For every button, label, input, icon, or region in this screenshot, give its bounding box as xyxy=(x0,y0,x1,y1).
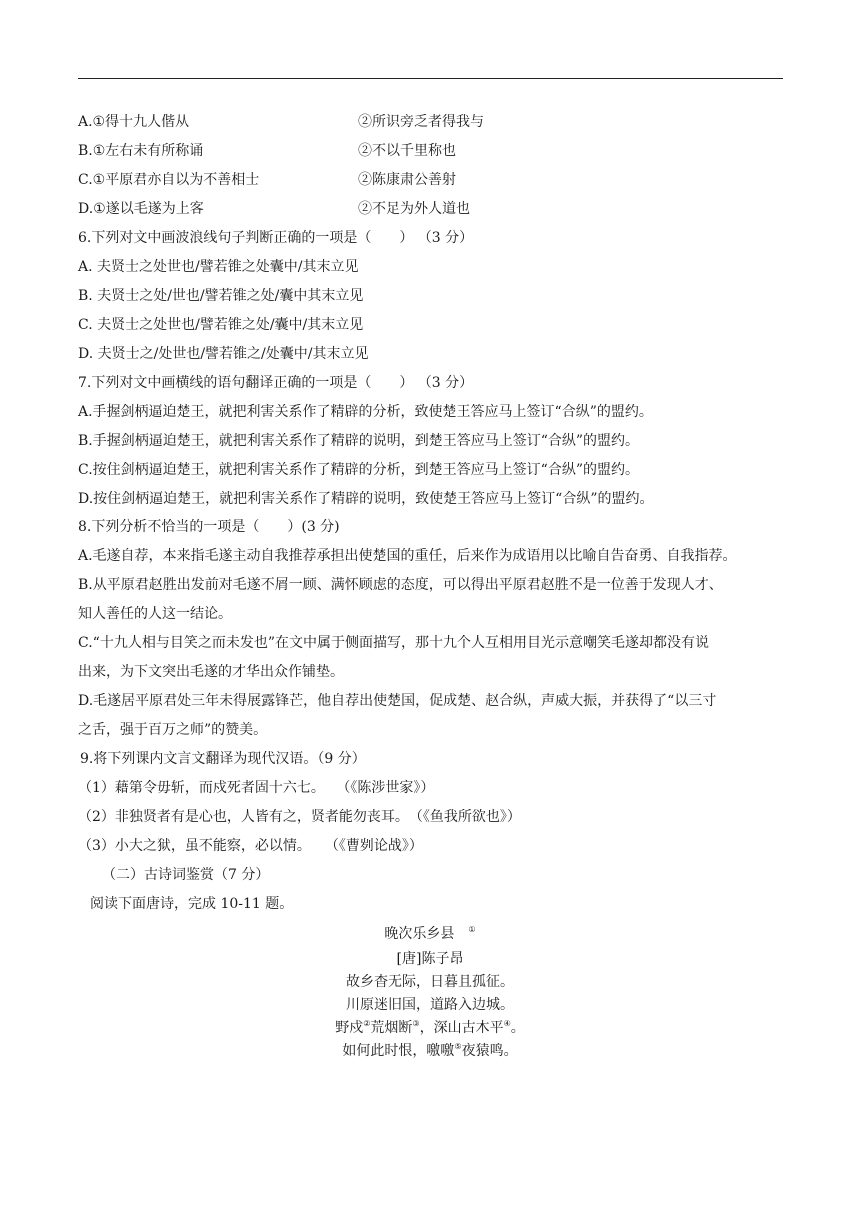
q8-line: 之舌，强于百万之师”的赞美。 xyxy=(78,722,268,738)
q5-option-a2: ②所识旁乏者得我与 xyxy=(358,114,484,130)
q8-line: D.毛遂居平原君处三年未得展露锋芒，他自荐出使楚国，促成楚、赵合纵，声威大振，并获得了“以三寸 xyxy=(78,693,717,709)
q9-item: （2）非独贤者有是心也，人皆有之，贤者能勿丧耳。 （《鱼我所欲也》） xyxy=(78,809,521,825)
poem-line: 野戍②荒烟断③，深山古木平④。 xyxy=(335,1019,525,1036)
poem-line: 川原迷旧国，道路入边城。 xyxy=(346,997,514,1013)
q6-option: C. 夫贤士之处世也/譬若锥之处/囊中/其末立见 xyxy=(78,317,364,333)
header-rule xyxy=(78,78,783,79)
q6-option: B. 夫贤士之处/世也/譬若锥之处/囊中其末立见 xyxy=(78,288,364,304)
q6-option: D. 夫贤士之/处世也/譬若锥之/处囊中/其末立见 xyxy=(78,346,369,362)
q9-stem: 9.将下列课内文言文翻译为现代汉语。（9 分） xyxy=(80,751,366,767)
q7-option: D.按住剑柄逼迫楚王，就把利害关系作了精辟的说明，致使楚王答应马上签订“合纵”的盟约。 xyxy=(78,491,654,507)
q9-item: （3）小大之狱，虽不能察，必以情。 （《曹刿论战》） xyxy=(78,838,423,854)
section-intro: 阅读下面唐诗，完成 10-11 题。 xyxy=(90,896,294,912)
q8-line: 知人善任的人这一结论。 xyxy=(78,606,232,622)
poem-author: [唐]陈子昂 xyxy=(396,951,464,967)
q7-option: C.按住剑柄逼迫楚王，就把利害关系作了精辟的分析，到楚王答应马上签订“合纵”的盟约。 xyxy=(78,462,639,478)
q8-stem: 8.下列分析不恰当的一项是（ ）(3 分) xyxy=(78,519,340,535)
q5-option-d1: D.①遂以毛遂为上客 xyxy=(78,201,204,217)
q7-stem: 7.下列对文中画横线的语句翻译正确的一项是（ ） （3 分） xyxy=(78,375,474,391)
q7-option: A.手握剑柄逼迫楚王，就把利害关系作了精辟的分析，致使楚王答应马上签订“合纵”的盟约。 xyxy=(78,404,653,420)
q5-option-c2: ②陈康肃公善射 xyxy=(358,172,456,188)
q5-option-b2: ②不以千里称也 xyxy=(358,143,456,159)
poem-line: 故乡杳无际，日暮且孤征。 xyxy=(346,974,514,990)
poem-title: 晚次乐乡县 ① xyxy=(384,925,476,942)
q8-line: B.从平原君赵胜出发前对毛遂不屑一顾、满怀顾虑的态度，可以得出平原君赵胜不是一位善于发现人才、 xyxy=(78,577,723,593)
q7-option: B.手握剑柄逼迫楚王，就把利害关系作了精辟的说明，到楚王答应马上签订“合纵”的盟约。 xyxy=(78,433,640,449)
poem-line: 如何此时恨，噭噭⑤夜猿鸣。 xyxy=(342,1042,518,1059)
q5-option-c1: C.①平原君亦自以为不善相士 xyxy=(78,172,260,188)
q9-item: （1）藉第令毋斩，而戍死者固十六七。 （《陈涉世家》） xyxy=(78,780,435,796)
q6-stem: 6.下列对文中画波浪线句子判断正确的一项是（ ） （3 分） xyxy=(78,230,474,246)
q6-option: A. 夫贤士之处世也/譬若锥之处囊中/其末立见 xyxy=(78,259,359,275)
section-title: （二）古诗词鉴赏（7 分） xyxy=(102,867,270,883)
q8-line: 出来，为下文突出毛遂的才华出众作铺垫。 xyxy=(78,664,344,680)
q8-line: A.毛遂自荐，本来指毛遂主动自我推荐承担出使楚国的重任，后来作为成语用以比喻自告奋勇、自我指荐。 xyxy=(78,548,737,564)
q5-option-a1: A.①得十九人偕从 xyxy=(78,114,190,130)
q5-option-b1: B.①左右未有所称诵 xyxy=(78,143,204,159)
q5-option-d2: ②不足为外人道也 xyxy=(358,201,470,217)
q8-line: C.“十九人相与目笑之而未发也”在文中属于侧面描写，那十九个人互相用目光示意嘲笑毛遂却都没有说 xyxy=(78,635,709,651)
